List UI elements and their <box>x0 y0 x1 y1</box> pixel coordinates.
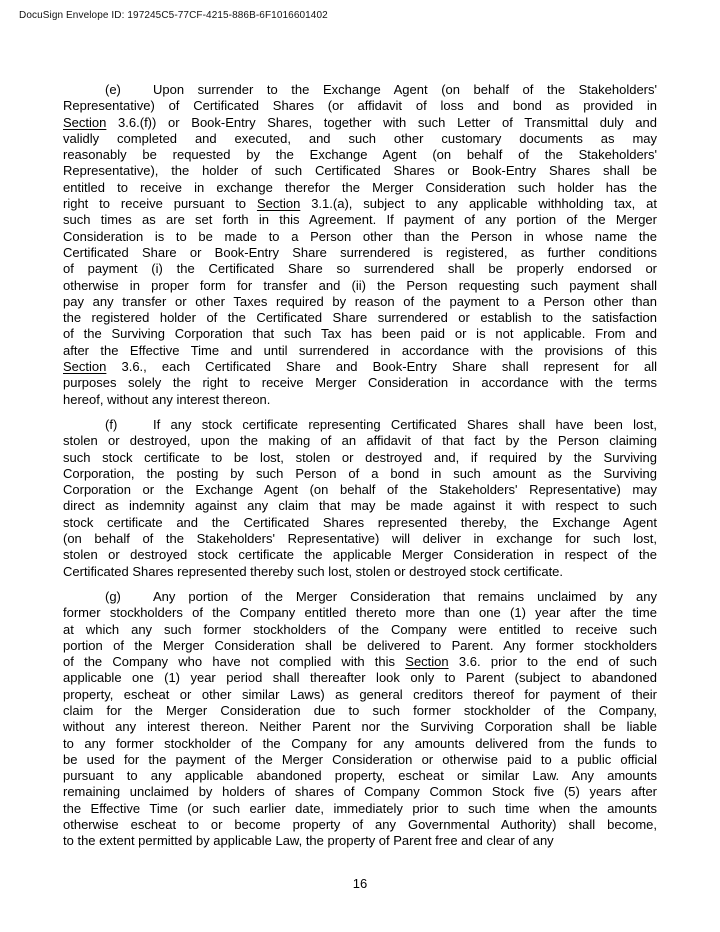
text-line: applicable one (1) year period shall thereafter look only to Parent (subject to abandoned <box>63 670 657 686</box>
text-line: such times as are set forth in this Agreement. If payment of any portion of the Merger <box>63 212 657 228</box>
paragraph <box>63 82 657 408</box>
text-line: Representative) of Certificated Shares (or affidavit of loss and bond as provided in <box>63 98 657 114</box>
text-line: otherwise in proper form for transfer and (ii) the Person requesting such payment shall <box>63 277 657 293</box>
text-line: stolen or destroyed, upon the making of an affidavit of that fact by the Person claiming <box>63 433 657 449</box>
text-line: (e) Upon surrender to the Exchange Agent (on behalf of the Stakeholders' <box>105 82 657 97</box>
paragraph-label: (f) <box>105 416 118 432</box>
paragraph-label: (e) <box>105 82 121 97</box>
text-line: (g) Any portion of the Merger Consideration that remains unclaimed by any <box>105 588 657 604</box>
section-reference: Section <box>256 196 301 212</box>
text-line: at which any such former stockholders of the Company were entitled to receive such <box>63 621 657 637</box>
text-line: stolen or destroyed stock certificate the applicable Merger Consideration in respect of the <box>63 547 657 563</box>
text-line: former stockholders of the Company entitled thereto more than one (1) year after the time <box>63 605 657 621</box>
text-line: Representative), the holder of such Certificated Shares or Book-Entry Shares shall be <box>63 163 657 179</box>
text-line: the Effective Time (or such earlier date, immediately prior to such time when the amounts <box>63 800 657 816</box>
text-line: validly completed and executed, and such other customary documents as may <box>63 130 657 146</box>
text-line: after the Effective Time and until surrendered in accordance with the provisions of this <box>63 342 657 358</box>
page-number: 16 <box>352 876 368 891</box>
text-line: stock certificate and the Certificated Shares represented thereby, the Exchange Agent <box>63 514 657 530</box>
paragraph <box>63 417 657 580</box>
text-line: (on behalf of the Stakeholders' Representative) will deliver in exchange for such lost, <box>63 531 657 547</box>
text-line: pursuant to any applicable abandoned property, escheat or similar Law. Any amounts <box>63 768 657 784</box>
text-line: otherwise escheat to or become property of any Governmental Authority) shall become, <box>63 817 657 833</box>
paragraph-label: (g) <box>105 588 121 604</box>
text-line: to the extent permitted by applicable Law, the property of Parent free and clear of any <box>63 833 554 849</box>
section-reference: Section <box>63 359 107 375</box>
text-line: (f) If any stock certificate representing Certificated Shares shall have been lost, <box>105 416 657 432</box>
text-line: Corporation or the Exchange Agent (on behalf of the Stakeholders' Representative) may <box>63 482 657 498</box>
paragraph <box>63 589 657 850</box>
text-line: Section 3.6., each Certificated Share and Book-Entry Share shall represent for all <box>63 359 657 375</box>
text-line: remaining unclaimed by holders of shares of Company Common Stock five (5) years after <box>63 784 657 800</box>
text-line: such stock certificate to be lost, stolen or destroyed and, if required by the Surviving <box>63 449 657 465</box>
text-line: Section 3.6.(f)) or Book-Entry Shares, together with such Letter of Transmittal duly and <box>63 114 657 130</box>
text-line: hereof, without any interest thereon. <box>63 391 271 407</box>
text-line: purposes solely the right to receive Merger Consideration in accordance with the terms <box>63 375 657 391</box>
text-line: Consideration is to be made to a Person other than the Person in whose name the <box>63 228 657 244</box>
document-body <box>63 82 657 850</box>
text-line: the registered holder of the Certificated Share surrendered or establish to the satisfaction <box>63 310 657 326</box>
text-line: property, escheat or other similar Laws) as general creditors thereof for payment of their <box>63 686 657 702</box>
docusign-envelope-id: DocuSign Envelope ID: 197245C5-77CF-4215-886B-6F1016601402 <box>19 10 328 21</box>
text-line: to any former stockholder of the Company for any amounts delivered from the funds to <box>63 735 657 751</box>
section-reference: Section <box>63 114 107 130</box>
text-line: pay any transfer or other Taxes required by reason of the payment to a Person other than <box>63 293 657 309</box>
text-line: of the Surviving Corporation that such Tax has been paid or is not applicable. From and <box>63 326 657 342</box>
text-line: right to receive pursuant to Section 3.1.(a), subject to any applicable withholding tax, at <box>63 196 657 212</box>
text-line: of payment (i) the Certificated Share so surrendered shall be properly endorsed or <box>63 261 657 277</box>
text-line: portion of the Merger Consideration shall be delivered to Parent. Any former stockholders <box>63 637 657 653</box>
text-line: Corporation, the posting by such Person of a bond in such amount as the Surviving <box>63 465 657 481</box>
text-line: of the Company who have not complied with this Section 3.6. prior to the end of such <box>63 654 657 670</box>
text-line: Certificated Shares represented thereby such lost, stolen or destroyed stock certificate. <box>63 563 564 579</box>
text-line: claim for the Merger Consideration due to such former stockholder of the Company, <box>63 702 657 718</box>
text-line: be used for the payment of the Merger Consideration or otherwise paid to a public official <box>63 751 657 767</box>
text-line: without any interest thereon. Neither Parent nor the Surviving Corporation shall be liable <box>63 719 657 735</box>
section-reference: Section <box>405 654 449 670</box>
text-line: direct as indemnity against any claim that may be made against it with respect to such <box>63 498 657 514</box>
text-line: entitled to receive in exchange therefor the Merger Consideration such holder has the <box>63 179 657 195</box>
text-line: Certificated Share or Book-Entry Share surrendered is registered, as further conditions <box>63 244 657 260</box>
text-line: reasonably be requested by the Exchange Agent (on behalf of the Stakeholders' <box>63 147 657 163</box>
